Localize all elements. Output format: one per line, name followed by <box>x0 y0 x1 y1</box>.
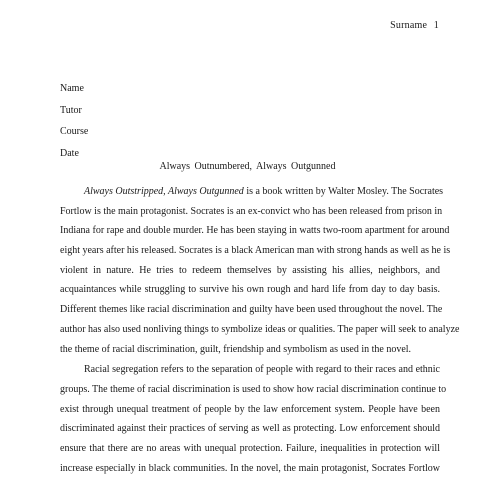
page-number: 1 <box>433 20 439 31</box>
paragraph-line: exist through unequal treatment of people by the law enforcement system. People have been <box>60 403 440 415</box>
paragraph-line: groups. The theme of racial discrimination is used to show how racial discrimination continue to <box>60 383 447 395</box>
paragraph-line: increase especially in black communities. In the novel, the main protagonist, Socrates Fortlow <box>60 462 440 474</box>
header-name: Name <box>60 83 84 94</box>
paragraph-line: ensure that there are no areas with unequal protection. Failure, inequalities in protection will <box>60 442 440 454</box>
paragraph-2 <box>60 360 447 478</box>
paragraph-1 <box>60 182 460 359</box>
paragraph-line <box>60 182 444 202</box>
paragraph-line: eight years after his released. Socrates is a black American man with strong hands as well as he is <box>60 245 451 257</box>
paragraph-line: Different themes like racial discrimination and guilty have been used throughout the novel. The <box>60 304 443 316</box>
line-text: is a book written by Walter Mosley. The Socrates <box>243 186 444 197</box>
paragraph-line: Racial segregation refers to the separation of people with regard to their races and ethnic <box>84 364 440 376</box>
book-title-italic: Always Outstripped, Always Outgunned <box>84 186 244 197</box>
paragraph-line: discriminated against their practices of serving as well as protecting. Low enforcement should <box>60 423 440 435</box>
essay-body <box>60 182 460 478</box>
paragraph-line: acquaintances while struggling to survive his own rough and hard life from day to day basis. <box>60 284 440 296</box>
paragraph-line: Fortlow is the main protagonist. Socrates is an ex-convict who has been released from prison in <box>60 205 443 217</box>
header-tutor: Tutor <box>60 104 82 116</box>
paragraph-line: author has also used nonliving things to symbolize ideas or qualities. The paper will seek to analyze <box>60 323 460 335</box>
essay-title: Always Outnumbered, Always Outgunned <box>159 161 336 172</box>
running-head-surname: Surname <box>390 20 428 31</box>
header-course: Course <box>60 126 89 138</box>
paragraph-line: the theme of racial discrimination, guilt, friendship and symbolism as used in the novel. <box>60 343 412 355</box>
student-header-block <box>60 78 88 165</box>
paragraph-line: Indiana for rape and double murder. He has been staying in watts two-room apartment for around <box>60 225 450 237</box>
paragraph-line: violent in nature. He tries to redeem themselves by assisting his allies, neighbors, and <box>60 264 440 276</box>
header-date: Date <box>60 148 79 160</box>
running-head <box>390 20 439 31</box>
